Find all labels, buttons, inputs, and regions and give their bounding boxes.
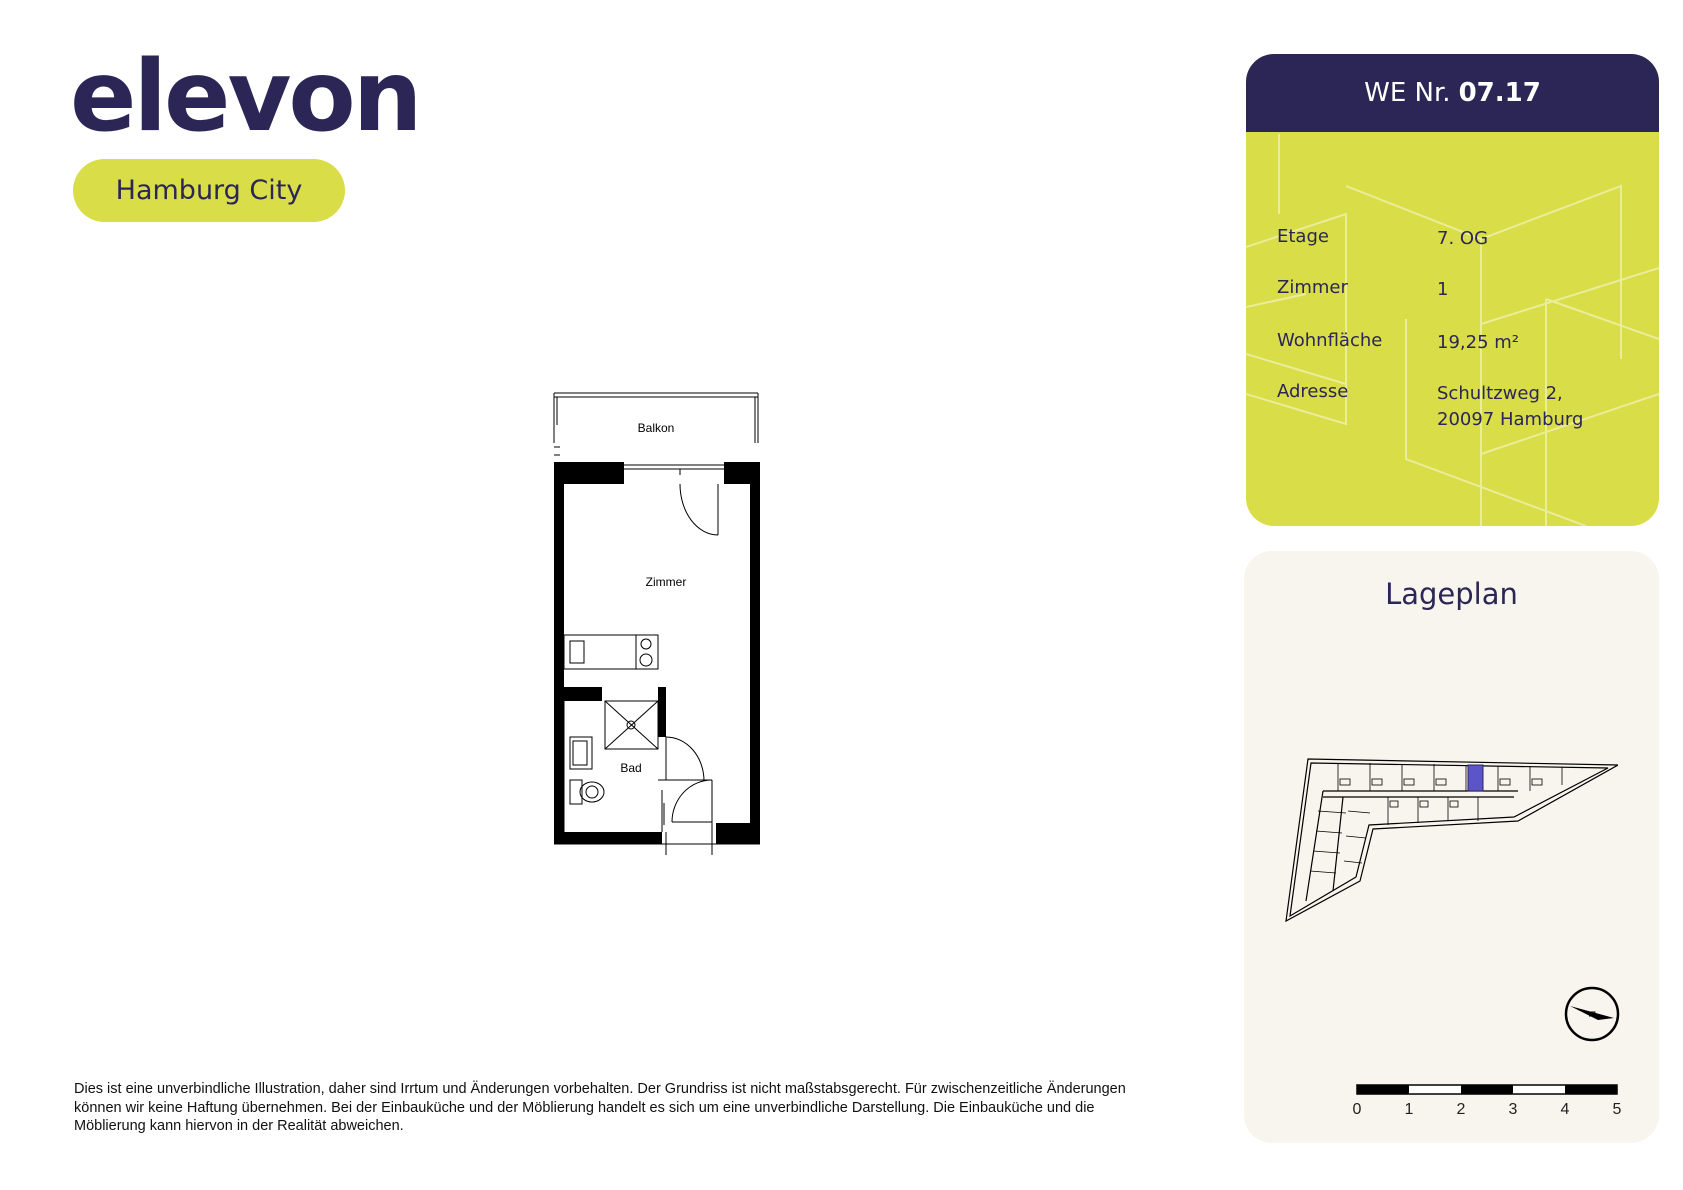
- floor-plan: [540, 385, 780, 855]
- scale-label: 2: [1456, 1101, 1466, 1118]
- room-label-balcony: Balkon: [637, 421, 675, 435]
- scale-label: 5: [1612, 1101, 1622, 1118]
- detail-value: Schultzweg 2, 20097 Hamburg: [1437, 383, 1584, 430]
- scale-label: 0: [1352, 1101, 1362, 1118]
- unit-number: 07.17: [1458, 78, 1541, 108]
- site-plan-drawing: [1278, 751, 1618, 941]
- compass-icon: [1562, 984, 1622, 1044]
- room-label-room: Zimmer: [645, 575, 687, 589]
- detail-label: Adresse: [1277, 381, 1349, 402]
- scale-bar: [1356, 1084, 1618, 1098]
- room-label-bath: Bad: [620, 761, 642, 775]
- city-badge: Hamburg City: [73, 159, 345, 222]
- elevon-logo: elevon: [70, 40, 420, 154]
- detail-label: Zimmer: [1277, 277, 1348, 298]
- site-plan-card: [1244, 551, 1659, 1143]
- detail-value: 19,25 m²: [1437, 332, 1520, 353]
- unit-number-prefix: WE Nr.: [1364, 78, 1451, 108]
- disclaimer-text: Dies ist eine unverbindliche Illustration, daher sind Irrtum und Änderungen vorbehalten. Der Grundriss ist nicht maßstabsgerecht. Für zwischenzeitliche Änderungen können wir keine Haftung übernehmen. Bei der Einbauküche und der Möblierung handelt es sich um eine unverbindliche Darstellung. Die Einbauküche und die Möblierung kann hiervon in der Realität abweichen.: [74, 1081, 1126, 1134]
- detail-label: Wohnfläche: [1277, 330, 1383, 351]
- detail-label: Etage: [1277, 226, 1329, 247]
- unit-number-header: [1246, 54, 1659, 132]
- detail-value: 7. OG: [1437, 228, 1489, 249]
- scale-label: 4: [1560, 1101, 1570, 1118]
- site-plan-title: Lageplan: [1385, 577, 1518, 611]
- compass-north-label: N: [1587, 1010, 1597, 1018]
- scale-label: 3: [1508, 1101, 1518, 1118]
- scale-labels: [1352, 1101, 1622, 1121]
- highlighted-unit: [1468, 765, 1483, 791]
- detail-value: 1: [1437, 279, 1449, 300]
- scale-label: 1: [1404, 1101, 1414, 1118]
- walls: [554, 462, 760, 844]
- unit-info-card: [1246, 54, 1659, 526]
